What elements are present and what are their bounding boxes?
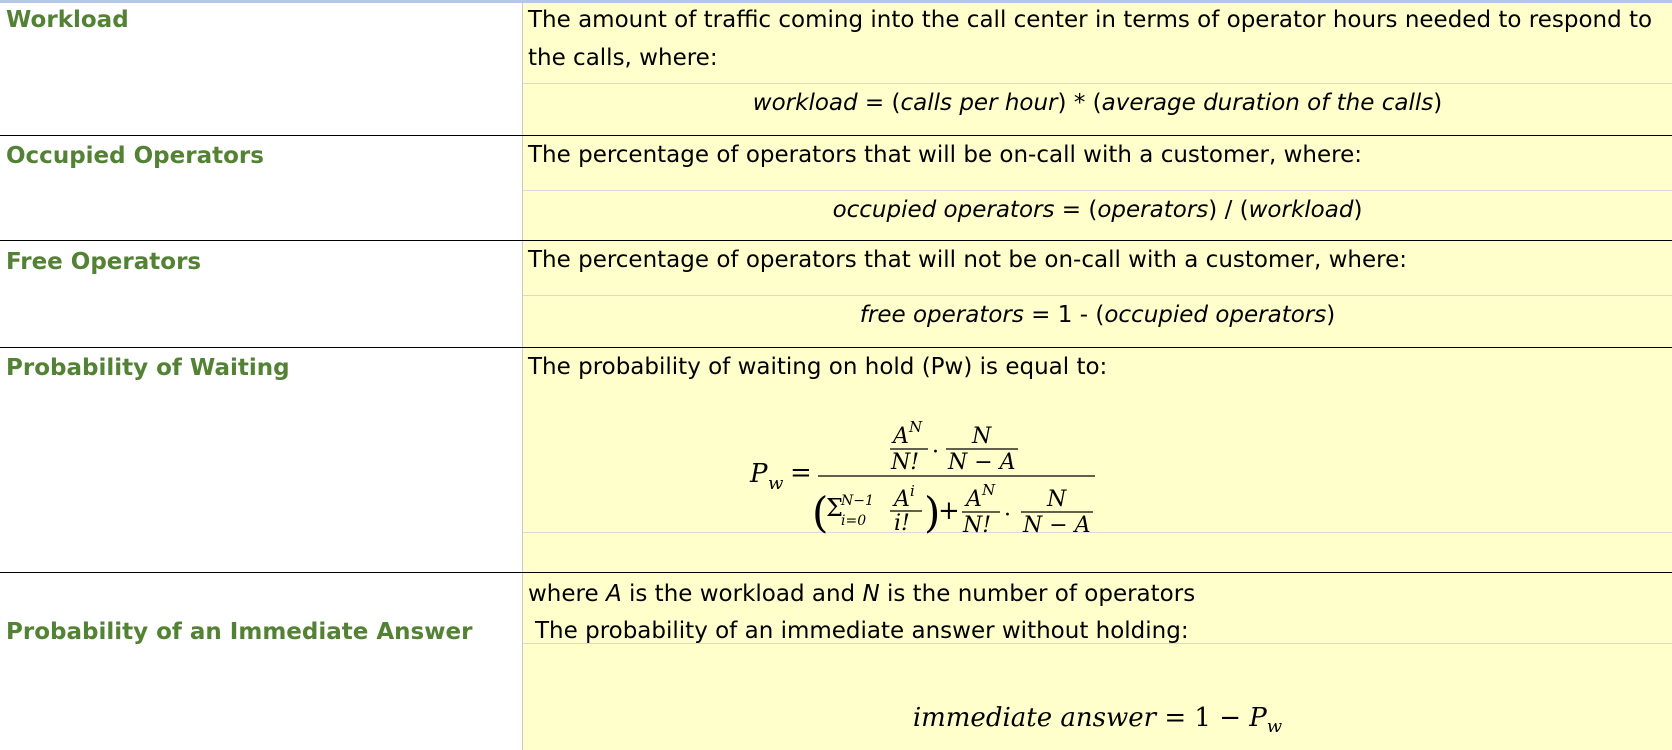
formula-a: A [893, 424, 909, 449]
sum-upper-limit: N−1 [841, 493, 874, 509]
formula-constant: 1 [1057, 302, 1073, 328]
probability-waiting-note [528, 575, 1195, 613]
formula-exponent: i [910, 482, 915, 500]
formula-n-factorial: N! [891, 450, 920, 475]
formula-a: A [894, 487, 910, 512]
note-variable-a: A [605, 581, 622, 607]
sigma-symbol: Σ [826, 494, 843, 522]
formula-subscript: w [768, 473, 784, 494]
formula-n-minus-a: N − A [948, 450, 1016, 475]
row-divider [0, 572, 1672, 573]
formula-exponent: N [909, 418, 923, 436]
formula-operator: = [1031, 302, 1051, 328]
formula-dot: · [1004, 503, 1011, 528]
row-divider [523, 83, 1672, 84]
formula-constant: 1 [1194, 703, 1211, 733]
formula-n: N [1047, 487, 1067, 512]
row-divider [523, 295, 1672, 296]
formula-operator: * [1073, 90, 1086, 116]
close-paren: ) [924, 488, 941, 537]
occupied-operators-formula: occupied operators = (operators) / (workload) [832, 197, 1363, 223]
formula-term: occupied operators [832, 197, 1055, 223]
formula-symbol-p: P [1249, 703, 1267, 733]
probability-waiting-formula [740, 413, 1100, 543]
note-text: is the workload and [629, 581, 856, 607]
workload-formula: workload = (calls per hour) * (average duration of the calls) [752, 90, 1443, 116]
formula-operator: = [1061, 197, 1082, 223]
formula-term: occupied operators [1104, 302, 1327, 328]
probability-waiting-description: The probability of waiting on hold (Pw) is equal to: [528, 354, 1108, 380]
formula-term: workload [752, 90, 858, 116]
formula-operator: / [1224, 197, 1233, 223]
formula-n: N [972, 424, 992, 449]
formula-equals: = [1164, 703, 1187, 733]
immediate-answer-formula [523, 700, 1672, 739]
formula-term: free operators [859, 302, 1024, 328]
formula-minus: − [1219, 703, 1241, 733]
free-operators-formula: free operators = 1 - (occupied operators) [859, 302, 1336, 328]
immediate-answer-description: The probability of an immediate answer without holding: [535, 618, 1189, 644]
formula-symbol-p: P [750, 459, 768, 489]
row-label-occupied-operators: Occupied Operators [6, 143, 264, 169]
formula-i-factorial: i! [894, 511, 910, 536]
formula-term: average duration of the calls [1101, 90, 1434, 116]
row-label-immediate-answer: Probability of an Immediate Answer [6, 619, 473, 645]
formula-operator: - [1079, 302, 1089, 328]
formula-dot: · [932, 440, 939, 465]
formula-term: calls per hour [900, 90, 1058, 116]
formula-term: workload [1248, 197, 1354, 223]
formula-operator: = [864, 90, 885, 116]
note-text: where [528, 581, 599, 607]
row-divider [523, 190, 1672, 191]
row-label-free-operators: Free Operators [6, 249, 202, 275]
formula-n-minus-a: N − A [1023, 513, 1091, 538]
formula-term: operators [1097, 197, 1209, 223]
formula-equals: = [790, 458, 812, 488]
open-paren: ( [812, 488, 829, 537]
formula-term: immediate answer [912, 703, 1157, 733]
formula-n-factorial: N! [963, 513, 992, 538]
free-operators-description: The percentage of operators that will not be on-call with a customer, where: [528, 247, 1407, 273]
sum-lower-limit: i=0 [841, 513, 867, 529]
occupied-operators-description: The percentage of operators that will be on-call with a customer, where: [528, 142, 1363, 168]
formula-a: A [966, 487, 982, 512]
row-label-workload: Workload [6, 7, 129, 33]
formula-subscript: w [1266, 716, 1283, 737]
formula-exponent: N [982, 481, 996, 499]
formula-plus: + [938, 496, 960, 526]
workload-description: The amount of traffic coming into the call center in terms of operator hours needed to respond to the calls, where: [528, 7, 1653, 71]
note-text: is the number of operators [886, 581, 1196, 607]
row-label-probability-of-waiting: Probability of Waiting [6, 355, 290, 381]
note-variable-n: N [862, 581, 880, 607]
